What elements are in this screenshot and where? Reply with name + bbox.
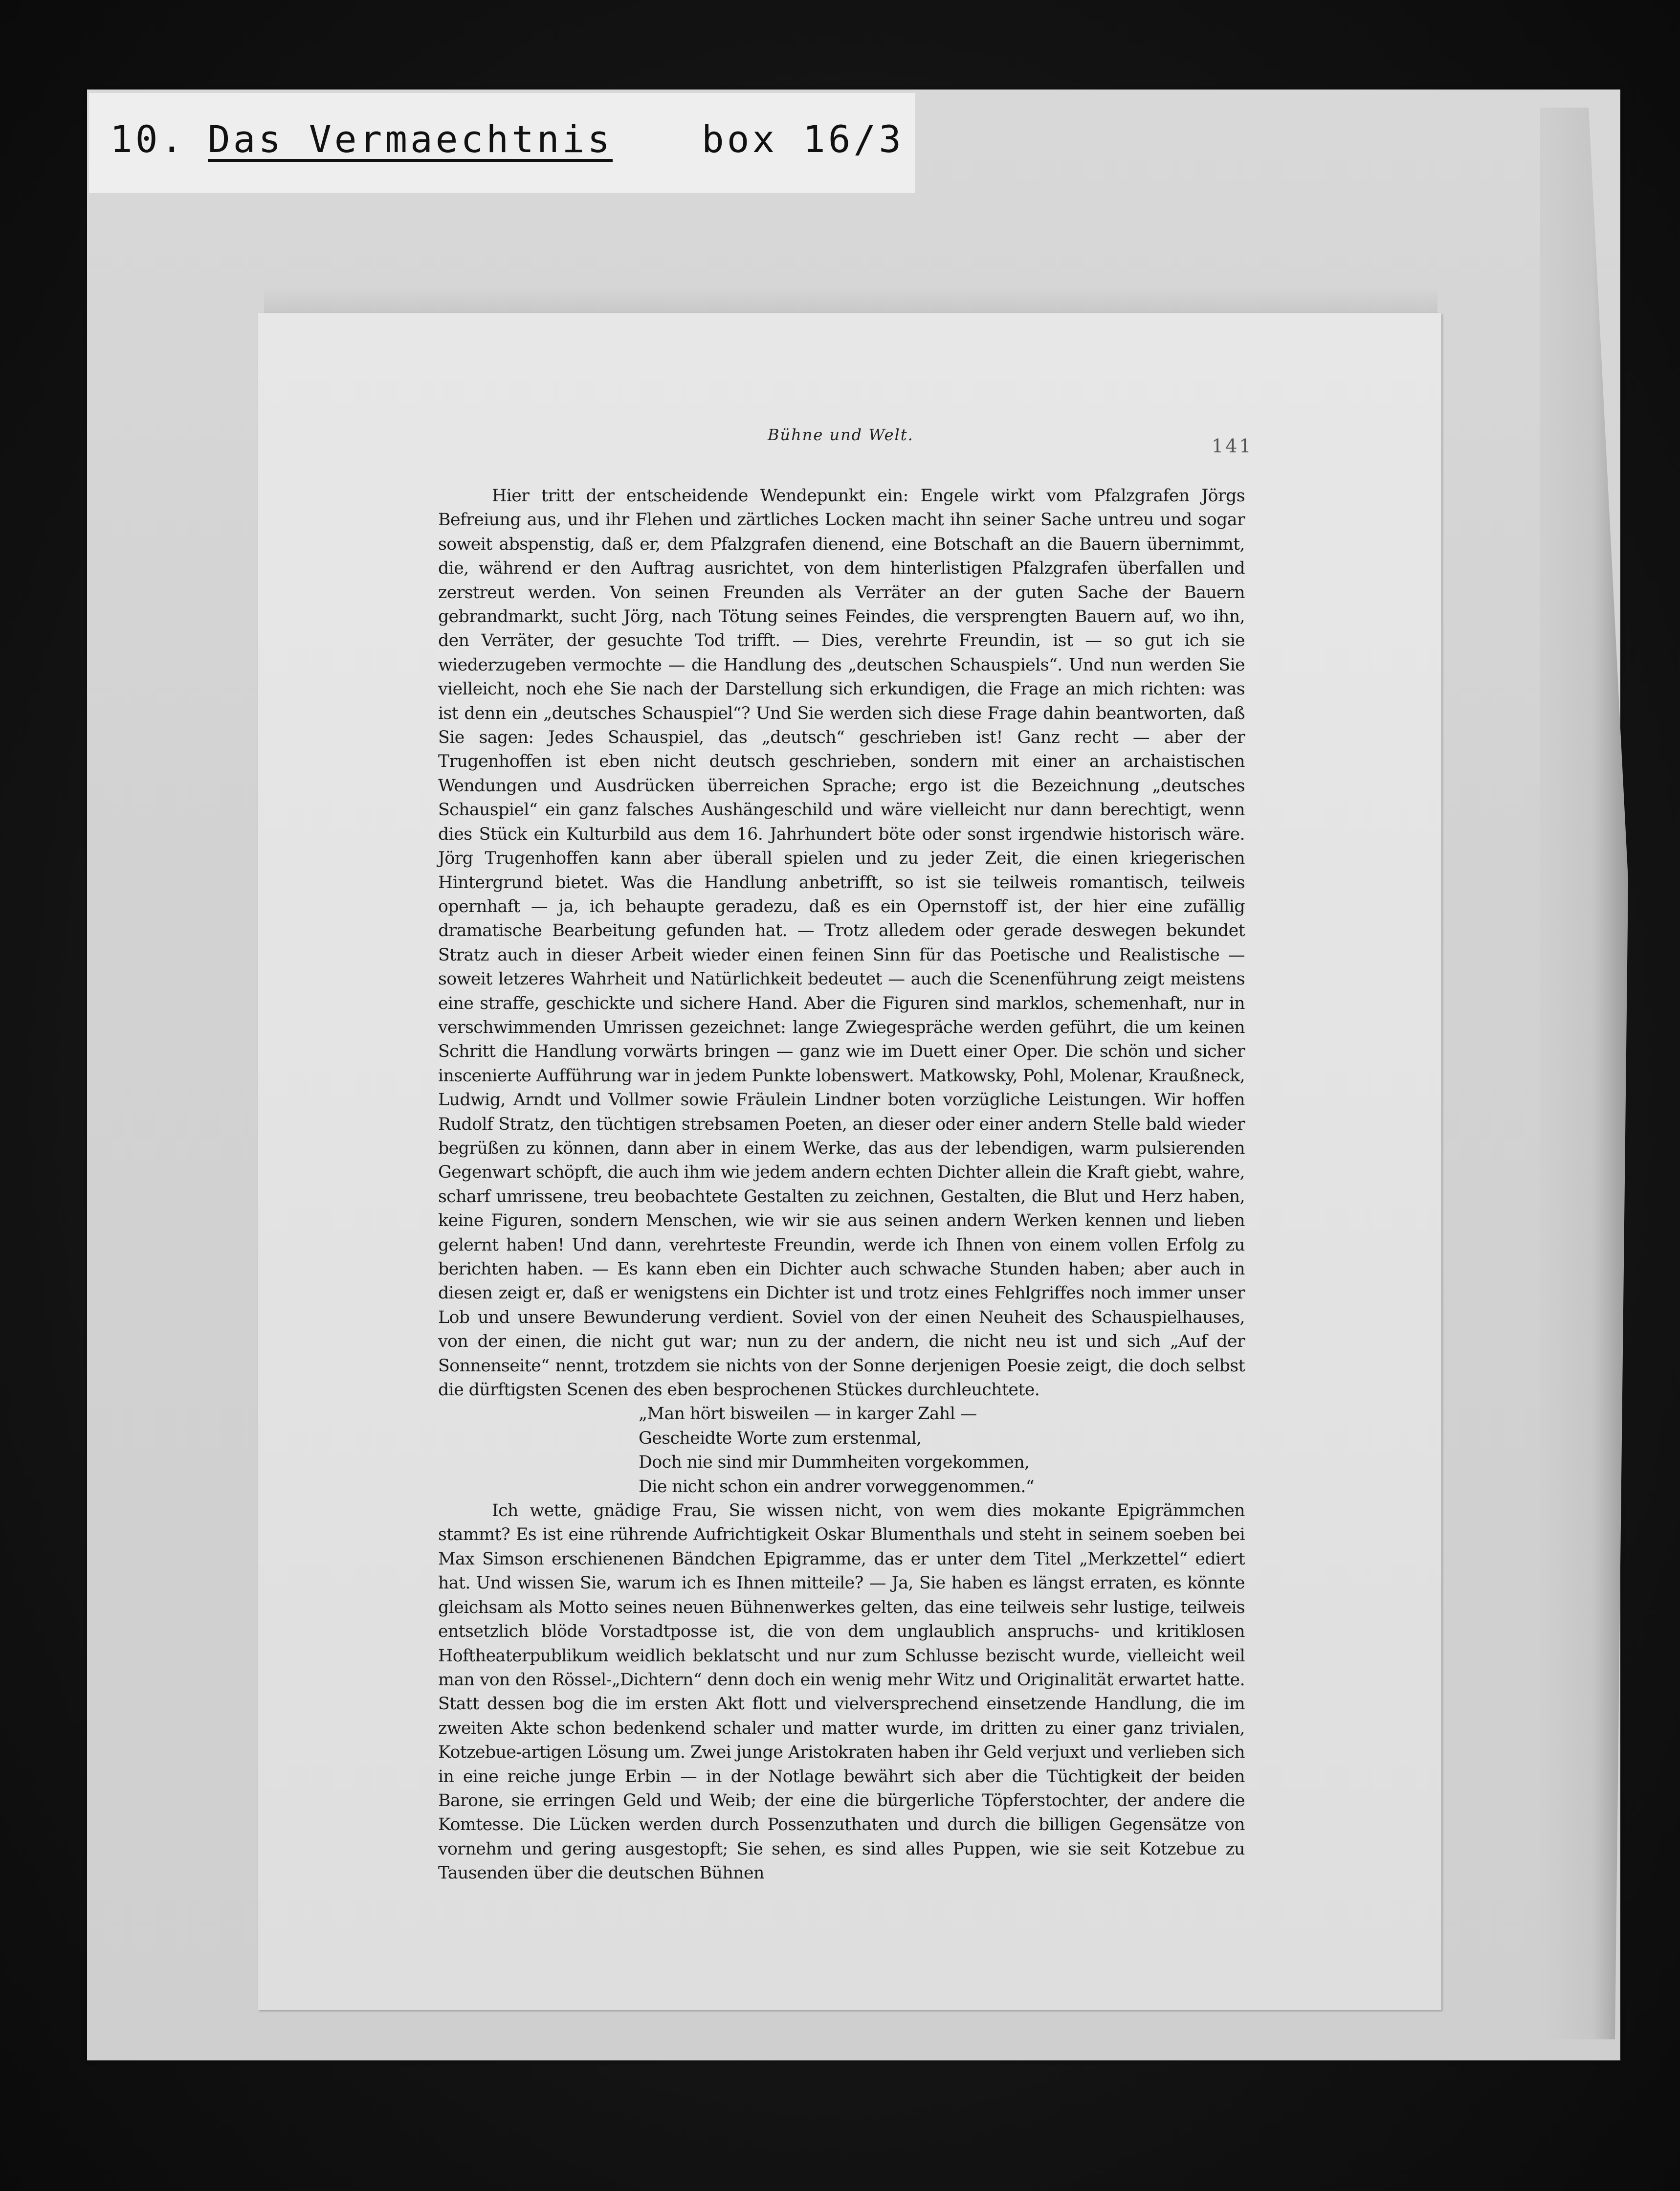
page-number: 141 xyxy=(1212,435,1253,457)
article-body xyxy=(438,484,1245,1886)
epigram-line-1: „Man hört bisweilen — in karger Zahl — xyxy=(639,1404,977,1424)
epigram-line-3: Doch nie sind mir Dummheiten vorgekommen, xyxy=(639,1453,1030,1473)
label-title: Das Vermaechtnis xyxy=(208,117,613,161)
article-paragraph-1: Hier tritt der entscheidende Wendepunkt ein: Engele wirkt vom Pfalzgrafen Jörgs Befreiung aus, und ihr Flehen und zärtliches Locken macht ihn seiner Sache untreu und sogar soweit abspenstig, daß er, dem Pfalzgrafen dienend, eine Botschaft an die Bauern übernimmt, die, während er den Auftrag ausrichtet, von dem hinterlistigen Pfalzgrafen überfallen und zerstreut werden. Von seinen Freunden als Verräter an der guten Sache der Bauern gebrandmarkt, sucht Jörg, nach Tötung seines Feindes, die versprengten Bauern auf, wo ihn, den Verräter, der gesuchte Tod trifft. — Dies, verehrte Freundin, ist — so gut ich sie wiederzugeben vermochte — die Handlung des „deutschen Schauspiels“. Und nun werden Sie vielleicht, noch ehe Sie nach der Darstellung sich erkundigen, die Frage an mich richten: was ist denn ein „deutsches Schauspiel“? Und Sie werden sich diese Frage dahin beantworten, daß Sie sagen: Jedes Schauspiel, das „deutsch“ geschrieben ist! Ganz recht — aber der Trugenhoffen ist eben nicht deutsch geschrieben, sondern mit einer an archaistischen Wendungen und Ausdrücken überreichen Sprache; ergo ist die Bezeichnung „deutsches Schauspiel“ ein ganz falsches Aushängeschild und wäre vielleicht nur dann berechtigt, wenn dies Stück ein Kulturbild aus dem 16. Jahrhundert böte oder sonst irgendwie historisch wäre. Jörg Trugenhoffen kann aber überall spielen und zu jeder Zeit, die einen kriegerischen Hintergrund bietet. Was die Handlung anbetrifft, so ist sie teilweis romantisch, teilweis opernhaft — ja, ich behaupte geradezu, daß es ein Opernstoff ist, der hier eine zufällig dramatische Bearbeitung gefunden hat. — Trotz alledem oder gerade deswegen bekundet Stratz auch in dieser Arbeit wieder einen feinen Sinn für das Poetische und Realistische — soweit letzeres Wahrheit und Natürlichkeit bedeutet — auch die Scenenführung zeigt meistens eine straffe, geschickte und sichere Hand. Aber die Figuren sind marklos, schemenhaft, nur in verschwimmenden Umrissen gezeichnet: lange Zwiegespräche werden geführt, die um keinen Schritt die Handlung vorwärts bringen — ganz wie im Duett einer Oper. Die schön und sicher inscenierte Aufführung war in jedem Punkte lobenswert. Matkowsky, Pohl, Molenar, Kraußneck, Ludwig, Arndt und Vollmer sowie Fräulein Lindner boten vorzügliche Leistungen. Wir hoffen Rudolf Stratz, den tüchtigen strebsamen Poeten, an dieser oder einer andern Stelle bald wieder begrüßen zu können, dann aber in einem Werke, das aus der lebendigen, warm pulsierenden Gegenwart schöpft, die auch ihm wie jedem andern echten Dichter allein die Kraft giebt, wahre, scharf umrissene, treu beobachtete Gestalten zu zeichnen, Gestalten, die Blut und Herz haben, keine Figuren, sondern Menschen, wie wir sie aus seinen andern Werken kennen und lieben gelernt haben! Und dann, verehrteste Freundin, werde ich Ihnen von einem vollen Erfolg zu berichten haben. — Es kann eben ein Dichter auch schwache Stunden haben; aber auch in diesen zeigt er, daß er wenigstens ein Dichter ist und trotz eines Fehlgriffes noch immer unser Lob und unsere Bewunderung verdient. Soviel von der einen Neuheit des Schauspielhauses, von der einen, die nicht gut war; nun zu der andern, die nicht neu ist und sich „Auf der Sonnenseite“ nennt, trotzdem sie nichts von der Sonne derjenigen Poesie zeigt, die doch selbst die dürftigsten Scenen des eben besprochenen Stückes durchleuchtete. xyxy=(438,486,1245,1400)
clipping-shadow xyxy=(264,286,1437,315)
article-paragraph-2: Ich wette, gnädige Frau, Sie wissen nicht, von wem dies mokante Epigrämmchen stammt? Es ist eine rührende Aufrichtigkeit Oskar Blumenthals und steht in seinem soeben bei Max Simson erschienenen Bändchen Epigramme, das er unter dem Titel „Merkzettel“ ediert hat. Und wissen Sie, warum ich es Ihnen mitteile? — Ja, Sie haben es längst erraten, es könnte gleichsam als Motto seines neuen Bühnenwerkes gelten, das eine teilweis sehr lustige, teilweis entsetzlich blöde Vorstadtposse ist, die von dem unglaublich anspruchs- und kritiklosen Hoftheaterpublikum weidlich beklatscht und nur zum Schlusse bezischt wurde, vielleicht weil man von den Rössel-„Dichtern“ denn doch ein wenig mehr Witz und Originalität erwartet hatte. Statt dessen bog die im ersten Akt flott und vielversprechend einsetzende Handlung, die im zweiten Akte schon bedenkend schaler und matter wurde, im dritten zu einer ganz trivialen, Kotzebue-artigen Lösung um. Zwei junge Aristokraten haben ihr Geld verjuxt und verlieben sich in eine reiche junge Erbin — in der Notlage bewährt sich aber die Tüchtigkeit der beiden Barone, sie erringen Geld und Weib; der eine die bürgerliche Töpferstochter, der andere die Komtesse. Die Lücken werden durch Possenzuthaten und durch die billigen Gegensätze von vornehm und gering ausgestopft; Sie sehen, es sind alles Puppen, wie sie seit Kotzebue zu Tausenden über die deutschen Bühnen xyxy=(438,1501,1245,1883)
label-box: box 16/3 xyxy=(702,117,905,161)
running-head: Bühne und Welt. xyxy=(768,425,914,444)
label-number: 10. xyxy=(110,117,186,161)
epigram-line-4: Die nicht schon ein andrer vorweggenommen.“ xyxy=(639,1476,1035,1497)
epigram-line-2: Gescheidte Worte zum erstenmal, xyxy=(639,1428,922,1448)
